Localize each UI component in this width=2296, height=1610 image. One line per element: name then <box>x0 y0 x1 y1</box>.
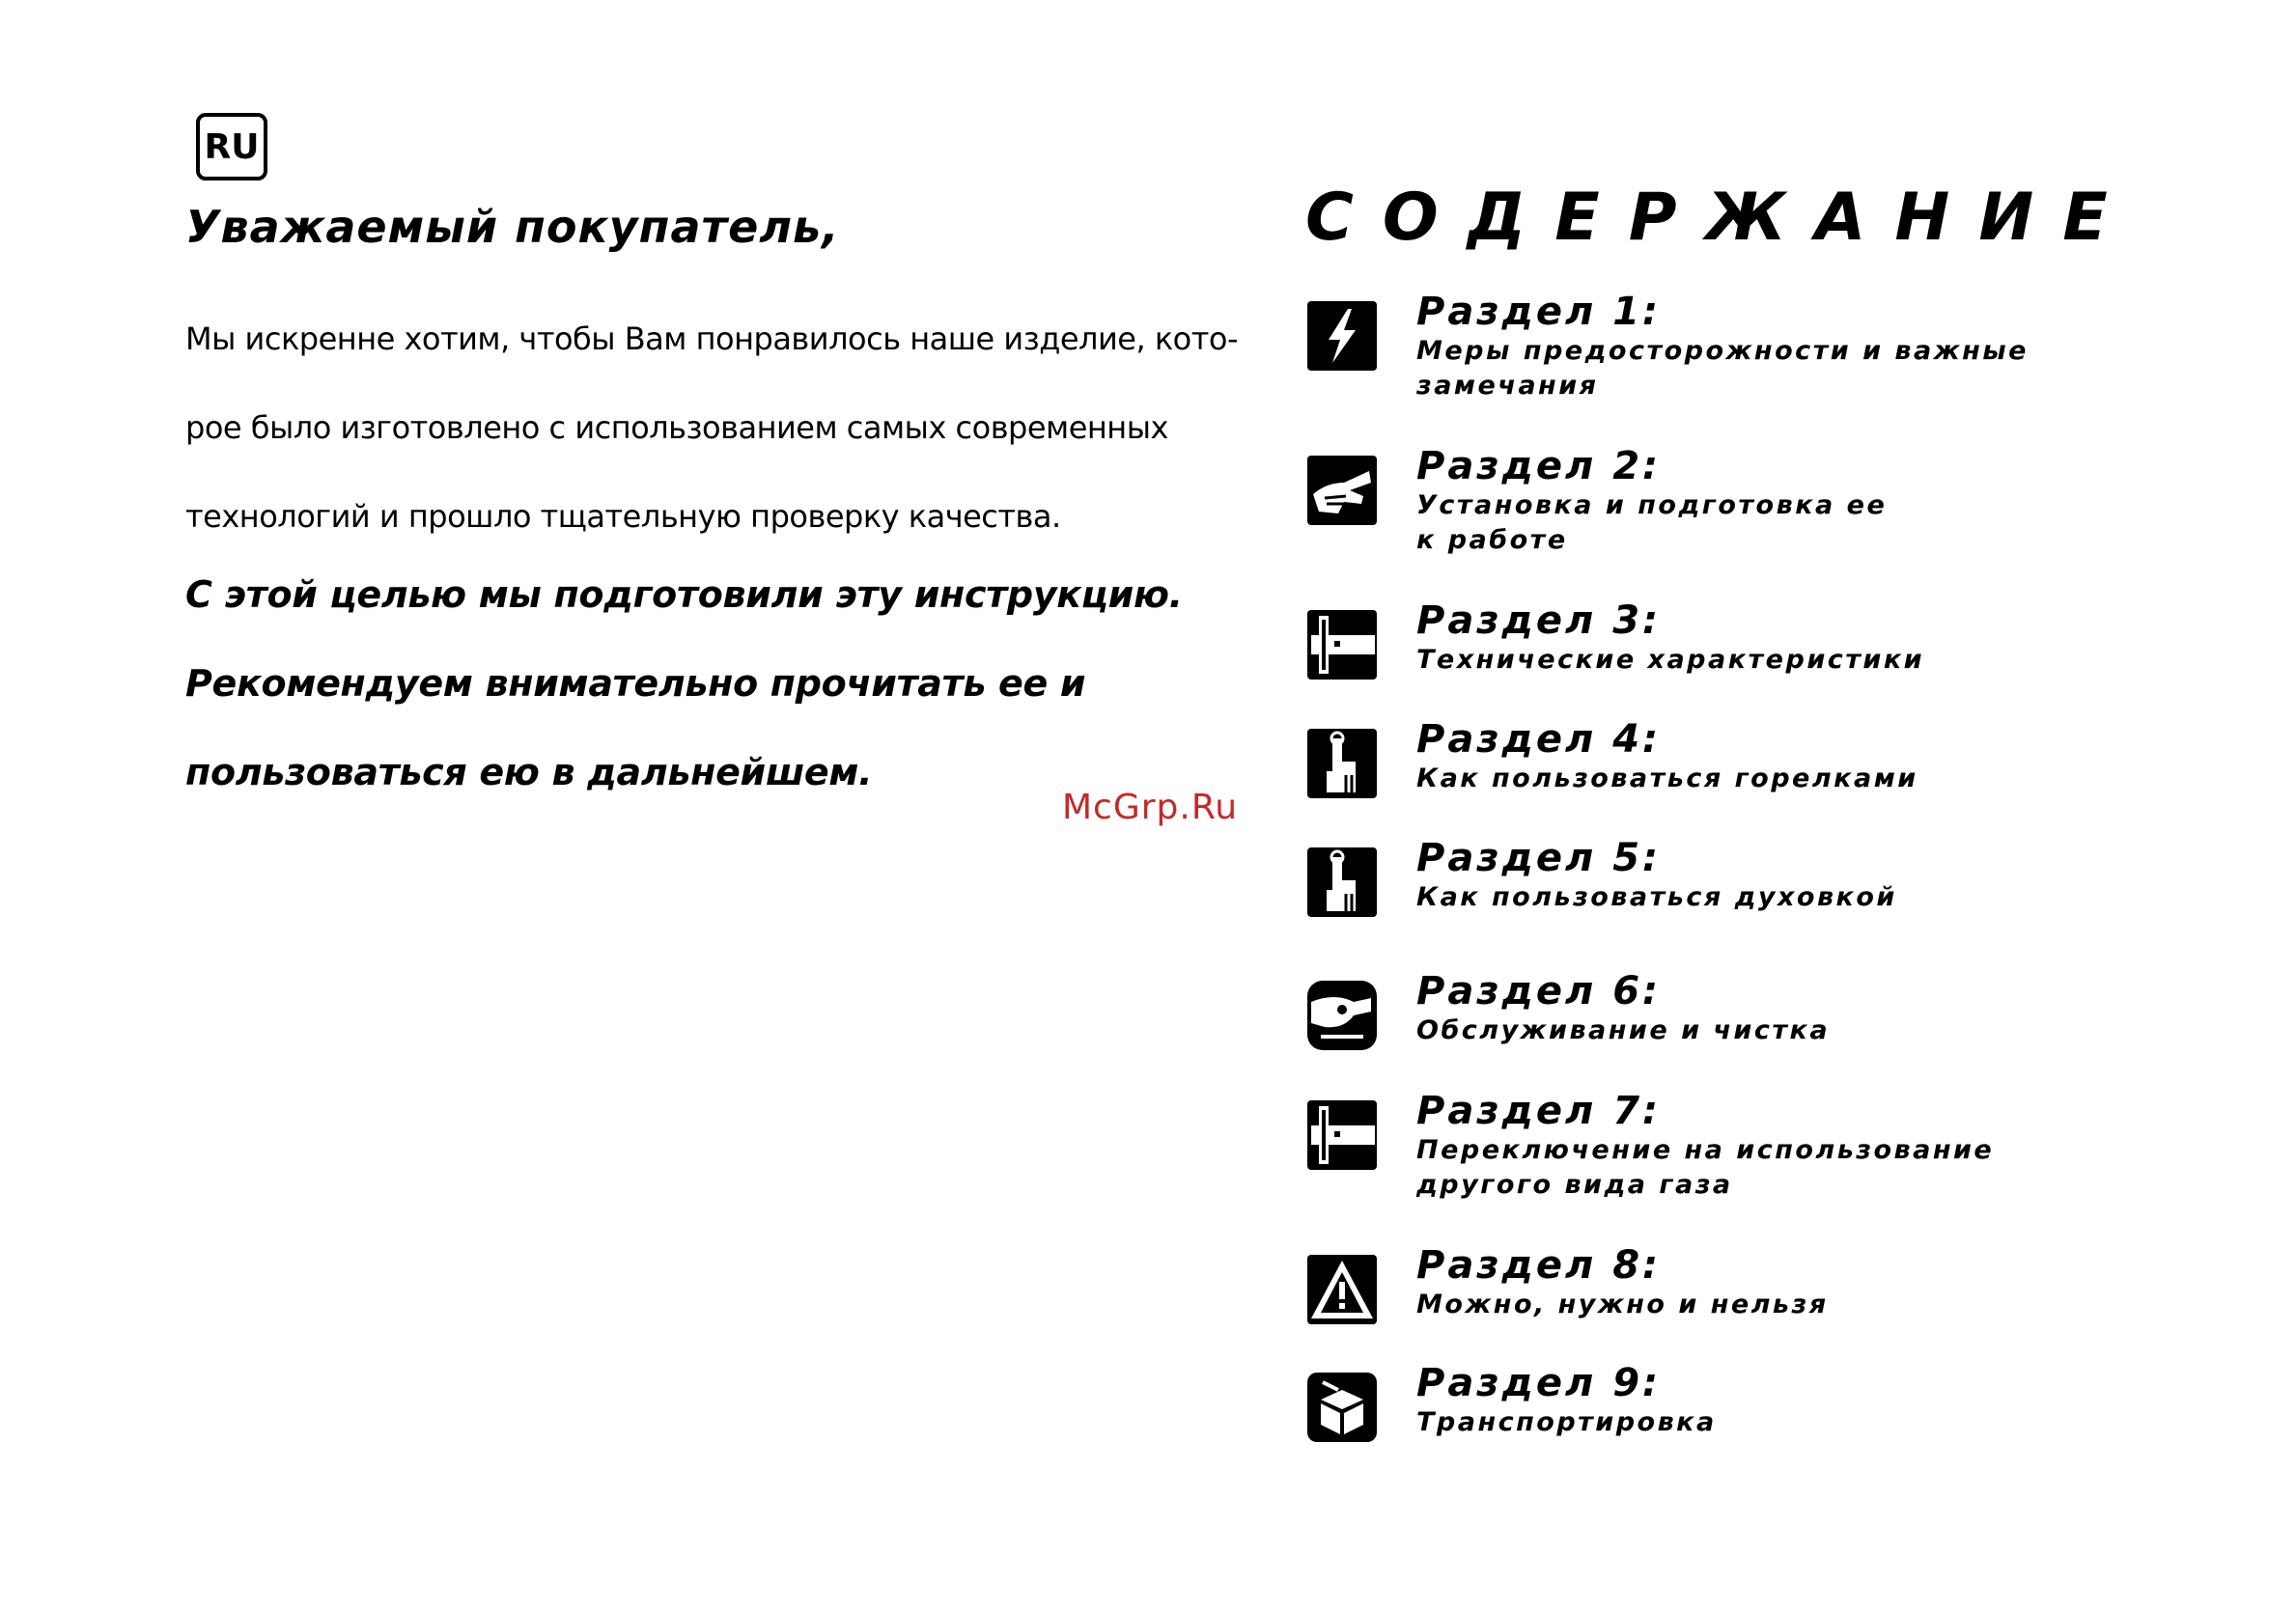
toc-desc: Как пользоваться горелками <box>1416 763 1918 793</box>
toc-desc: Можно, нужно и нельзя <box>1416 1290 1829 1319</box>
intro-line: рое было изготовлено с использованием самых современных <box>185 409 1168 446</box>
toc-item-3 <box>1305 598 2203 724</box>
toc-item-4 <box>1305 717 2203 843</box>
toc-label: Раздел 8: <box>1416 1243 1662 1288</box>
greeting-heading: Уважаемый покупатель, <box>185 201 840 253</box>
watermark-text: McGrp.Ru <box>1062 788 1239 827</box>
finger-press-icon <box>1305 727 1379 800</box>
box-icon <box>1305 1371 1379 1444</box>
toc-desc: к работе <box>1416 525 1568 555</box>
intro-line: технологий и прошло тщательную проверку качества. <box>185 498 1061 535</box>
toc-label: Раздел 2: <box>1416 444 1662 488</box>
lightning-icon <box>1305 299 1379 373</box>
toc-label: Раздел 4: <box>1416 717 1662 762</box>
toc-item-2 <box>1305 444 2203 569</box>
toc-item-1 <box>1305 290 2203 415</box>
intro-line: Мы искренне хотим, чтобы Вам понравилось наше изделие, кото- <box>185 320 1238 357</box>
toc-item-6 <box>1305 969 2203 1095</box>
toc-desc: замечания <box>1416 371 1599 401</box>
emphasis-paragraph <box>185 550 1276 817</box>
emphasis-line: пользоваться ею в дальнейшем. <box>185 751 873 793</box>
emphasis-line: Рекомендуем внимательно прочитать ее и <box>185 662 1086 705</box>
caliper-icon <box>1305 1098 1379 1172</box>
toc-desc: Переключение на использование <box>1416 1135 1995 1165</box>
toc-label: Раздел 6: <box>1416 969 1662 1013</box>
toc-desc: Меры предосторожности и важные <box>1416 336 2029 366</box>
toc-label: Раздел 7: <box>1416 1089 1662 1133</box>
toc-desc: Транспортировка <box>1416 1407 1717 1437</box>
toc-label: Раздел 5: <box>1416 836 1662 880</box>
toc-desc: Обслуживание и чистка <box>1416 1015 1831 1045</box>
hand-install-icon <box>1305 454 1379 527</box>
finger-press-icon <box>1305 846 1379 919</box>
toc-item-8 <box>1305 1243 2203 1369</box>
toc-label: Раздел 3: <box>1416 598 1662 643</box>
toc-item-5 <box>1305 836 2203 961</box>
toc-desc: другого вида газа <box>1416 1170 1733 1200</box>
caliper-icon <box>1305 608 1379 681</box>
toc-desc: Технические характеристики <box>1416 645 1925 675</box>
cleaning-hand-icon <box>1305 979 1379 1052</box>
toc-item-9 <box>1305 1361 2203 1486</box>
toc-label: Раздел 9: <box>1416 1361 1662 1405</box>
intro-paragraph <box>185 294 1267 561</box>
warning-triangle-icon <box>1305 1253 1379 1326</box>
toc-desc: Как пользоваться духовкой <box>1416 882 1897 912</box>
language-badge: RU <box>196 113 267 180</box>
toc-desc: Установка и подготовка ее <box>1416 490 1888 520</box>
toc-label: Раздел 1: <box>1416 290 1662 334</box>
toc-title: СОДЕРЖАНИЕ <box>1305 180 2137 256</box>
toc-item-7 <box>1305 1089 2203 1214</box>
emphasis-line: С этой целью мы подготовили эту инструкцию. <box>185 573 1183 616</box>
